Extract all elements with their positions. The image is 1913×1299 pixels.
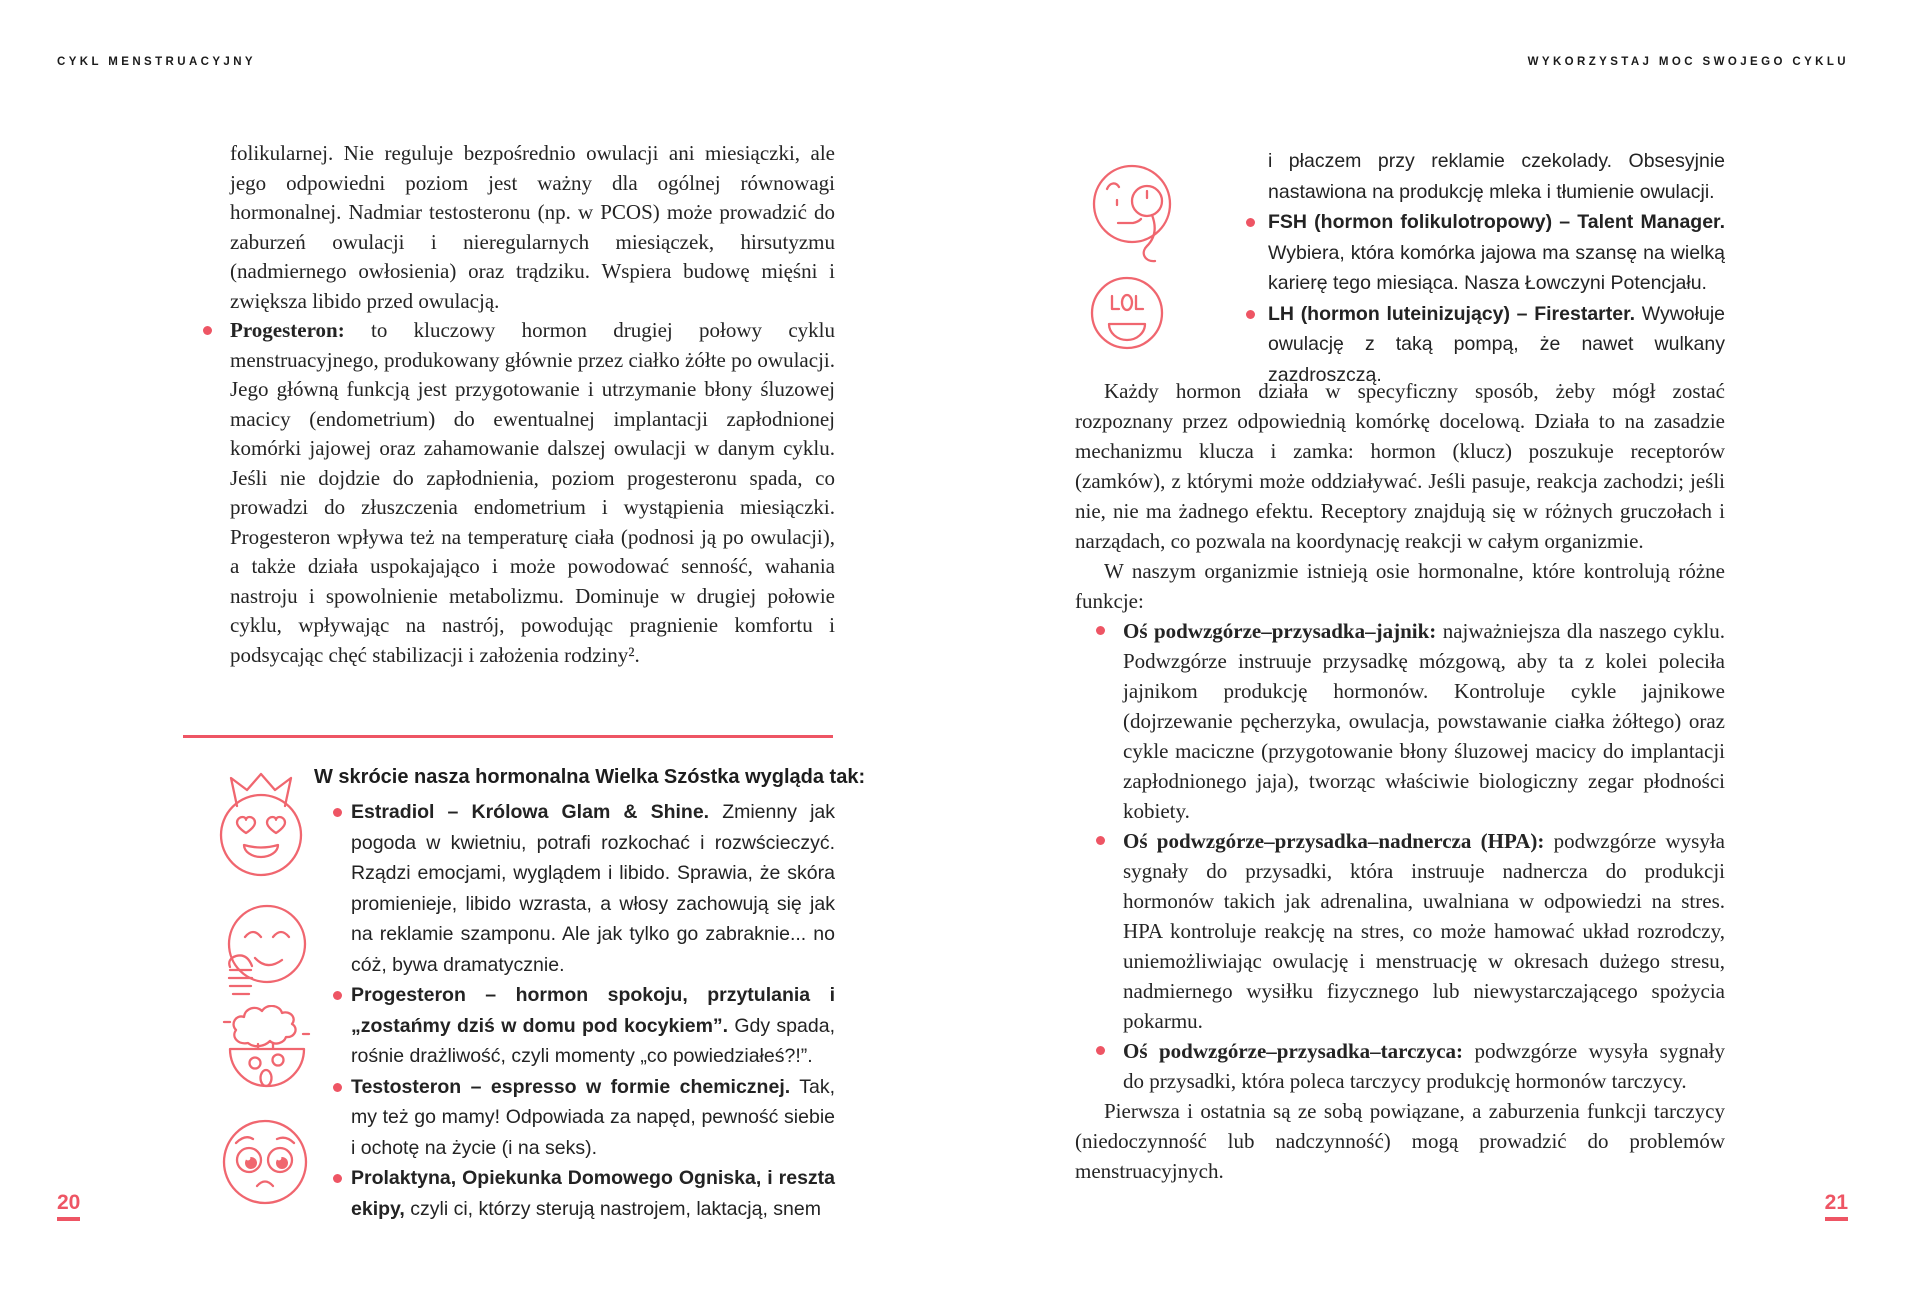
paragraph-axes-intro: W naszym organizmie istnieją osie hormonalne, które kontrolują różne funkcje: [1075,559,1725,613]
bullet-dot [1246,218,1255,227]
lol-face-icon [1089,272,1165,354]
list-item-text: najważniejsza dla naszego cyklu. Podwzgórze instruuje przysadkę mózgową, aby ta z kolei poleciła jajnikom produkcję hormonów. Kontroluje cykle jajnikowe (dojrzewanie pęcherzyka, owulacja, powstawanie ciałka żółtego) oraz cykle maciczne (przygotowanie błony śluzowej macicy do implantacji zapłodnionego jaja), tworząc właściwie biologiczny zegar płodności kobiety. [1123,619,1725,823]
list-item-progesterone [186,316,835,670]
paragraph-testosterone-continuation [186,139,835,316]
monocle-face-icon [1092,158,1174,272]
list-item-lead: Prolaktyna, Opiekunka Domowego Ogniska, i reszta ekipy, [351,1167,835,1220]
list-item-text: Tak, my też go mamy! Odpowiada za napęd, pewność siebie i ochotę na życie (i na seks). [351,1075,836,1159]
list-item-axis-ovary [1075,616,1725,826]
bullet-dot [1096,836,1105,845]
bullet-dot [333,808,342,817]
list-item-lead: FSH (hormon folikulotropowy) – Talent Manager. [1268,211,1725,233]
bullet-dot [333,1174,342,1183]
list-item-lead: Oś podwzgórze–przysadka–nadnercza (HPA): [1123,829,1545,853]
bullet-dot [333,1083,342,1092]
right-page-body [1075,376,1725,1186]
hormone-summary-list [314,797,835,1224]
list-item-text: Wywołuje owulację z taką pompą, że nawet wulkany zazdroszczą. [1268,302,1725,386]
list-item-lead: Oś podwzgórze–przysadka–jajnik: [1123,619,1437,643]
list-item-text: podwzgórze wysyła sygnały do przysadki, która instruuje nadnercza do produkcji hormonów takich jak adrenalina, uwalniana w odpowiedzi na stres. HPA kontroluje reakcję na stres, co może hamować układ rozrodczy, uniemożliwiając owulację i menstruację w okresach dużego stresu, nadmiernego wysiłku fizycznego lub niewystarczającego spożycia pokarmu. [1123,829,1725,1033]
list-item-fsh [1246,207,1725,299]
left-running-head: CYKL MENSTRUACYJNY [57,56,257,68]
paragraph-closing: Pierwsza i ostatnia są ze sobą powiązane, a zaburzenia funkcji tarczycy (niedoczynność lub nadczynność) mogą prowadzić do problemów menstruacyjnych. [1075,1099,1725,1183]
crowned-heart-eyes-face-icon [218,770,304,878]
exploding-head-face-icon [222,1005,312,1093]
bullet-dot [1096,1046,1105,1055]
list-item-axis-thyroid [1075,1036,1725,1096]
section-divider [183,735,833,738]
list-item-text: Wybiera, która komórka jajowa ma szansę na wielką karierę tego miesiąca. Nasza Łowczyni Potencjału. [1268,241,1725,294]
bullet-dot [333,991,342,1000]
list-item-lead: LH (hormon luteinizujący) – Firestarter. [1268,302,1636,325]
summary-heading: W skrócie nasza hormonalna Wielka Szóstka wygląda tak: [314,766,866,788]
list-item-lead: Testosteron – espresso w formie chemicznej. [351,1075,791,1098]
list-item-prolactin-summary [314,1163,835,1224]
paragraph-text: i płaczem przy reklamie czekolady. Obsesyjnie nastawiona na produkcję mleka i tłumienie owulacji. [1268,150,1725,203]
list-item-axis-hpa [1075,826,1725,1036]
list-item-text: to kluczowy hormon drugiej połowy cyklu menstruacyjnego, produkowany głównie przez ciałko żółte po owulacji. Jego główną funkcją jest przygotowanie i utrzymanie błony śluzowej macicy (endometrium) do ewentualnej implantacji zapłodnionej komórki jajowej oraz zahamowanie dalszej owulacji w danym cyklu. Jeśli nie dojdzie do zapłodnienia, poziom progesteronu spada, co prowadzi do złuszczenia endometrium i wystąpienia miesiączki. Progesteron wpływa też na temperaturę ciała (podnosi ją po owulacji), a także działa uspokajająco i może powodować senność, wahania nastroju i spowolnienie metabolizmu. Dominuje w drugiej połowie cyklu, wpływając na nastrój, powodując pragnienie komfortu i podsycając chęć stabilizacji i założenia rodziny². [230,318,835,667]
page-number-right: 21 [1825,1191,1848,1221]
list-item-lead: Oś podwzgórze–przysadka–tarczyca: [1123,1039,1464,1063]
hand-over-chin-smile-face-icon [221,900,307,1006]
bullet-dot [1246,310,1255,319]
right-running-head: WYKORZYSTAJ MOC SWOJEGO CYKLU [1527,56,1849,68]
list-item-lead: Estradiol – Królowa Glam & Shine. [351,801,710,823]
list-item-lead: Progesteron – hormon spokoju, przytulania i „zostańmy dziś w domu pod kocykiem”. [351,984,835,1037]
pleading-face-icon [221,1116,309,1206]
bullet-dot [203,326,212,335]
list-item-progesterone-summary [314,980,835,1072]
bullet-dot [1096,626,1105,635]
list-item-testosterone-summary [314,1072,835,1164]
list-item-text: podwzgórze wysyła sygnały do przysadki, która poleca tarczycy produkcję hormonów tarczycy. [1123,1039,1725,1093]
list-item-text: Zmienny jak pogoda w kwietniu, potrafi rozkochać i rozwścieczyć. Rządzi emocjami, wyglądem i libido. Sprawia, że skóra promienieje, libido wzrasta, a włosy zachowują się jak na reklamie szamponu. Ale jak tylko go zabraknie... no cóż, bywa dramatycznie. [351,801,835,976]
page-number-left: 20 [57,1191,80,1221]
list-item-lead: Progesteron: [230,318,345,342]
big-six-continued-list [1246,146,1725,390]
left-page-body [186,139,835,670]
paragraph-prolactin-continuation [1246,146,1725,207]
list-item-text: Gdy spada, rośnie drażliwość, czyli momenty „co powiedziałeś?!”. [351,1014,835,1067]
paragraph-text: folikularnej. Nie reguluje bezpośrednio owulacji ani miesiączki, ale jego odpowiedni poziom jest ważny dla ogólnej równowagi hormonalnej. Nadmiar testosteronu (np. w PCOS) może prowadzić do zaburzeń owulacji i nieregularnych miesiączek, hirsutyzmu (nadmiernego owłosienia) oraz trądziku. Wspiera budowę mięśni i zwiększa libido przed owulacją. [230,141,835,313]
list-item-estradiol [314,797,835,980]
list-item-text: czyli ci, którzy sterują nastrojem, laktacją, snem [404,1197,821,1220]
paragraph-lock-and-key: Każdy hormon działa w specyficzny sposób, żeby mógł zostać rozpoznany przez odpowiednią komórkę docelową. Działa to na zasadzie mechanizmu klucza i zamka: hormon (klucz) poszukuje receptorów (zamków), z którymi może oddziaływać. Jeśli pasuje, reakcja zachodzi; jeśli nie, nie ma żadnego efektu. Receptory znajdują się w różnych gruczołach i narządach, co pozwala na koordynację reakcji w całym organizmie. [1075,379,1725,553]
